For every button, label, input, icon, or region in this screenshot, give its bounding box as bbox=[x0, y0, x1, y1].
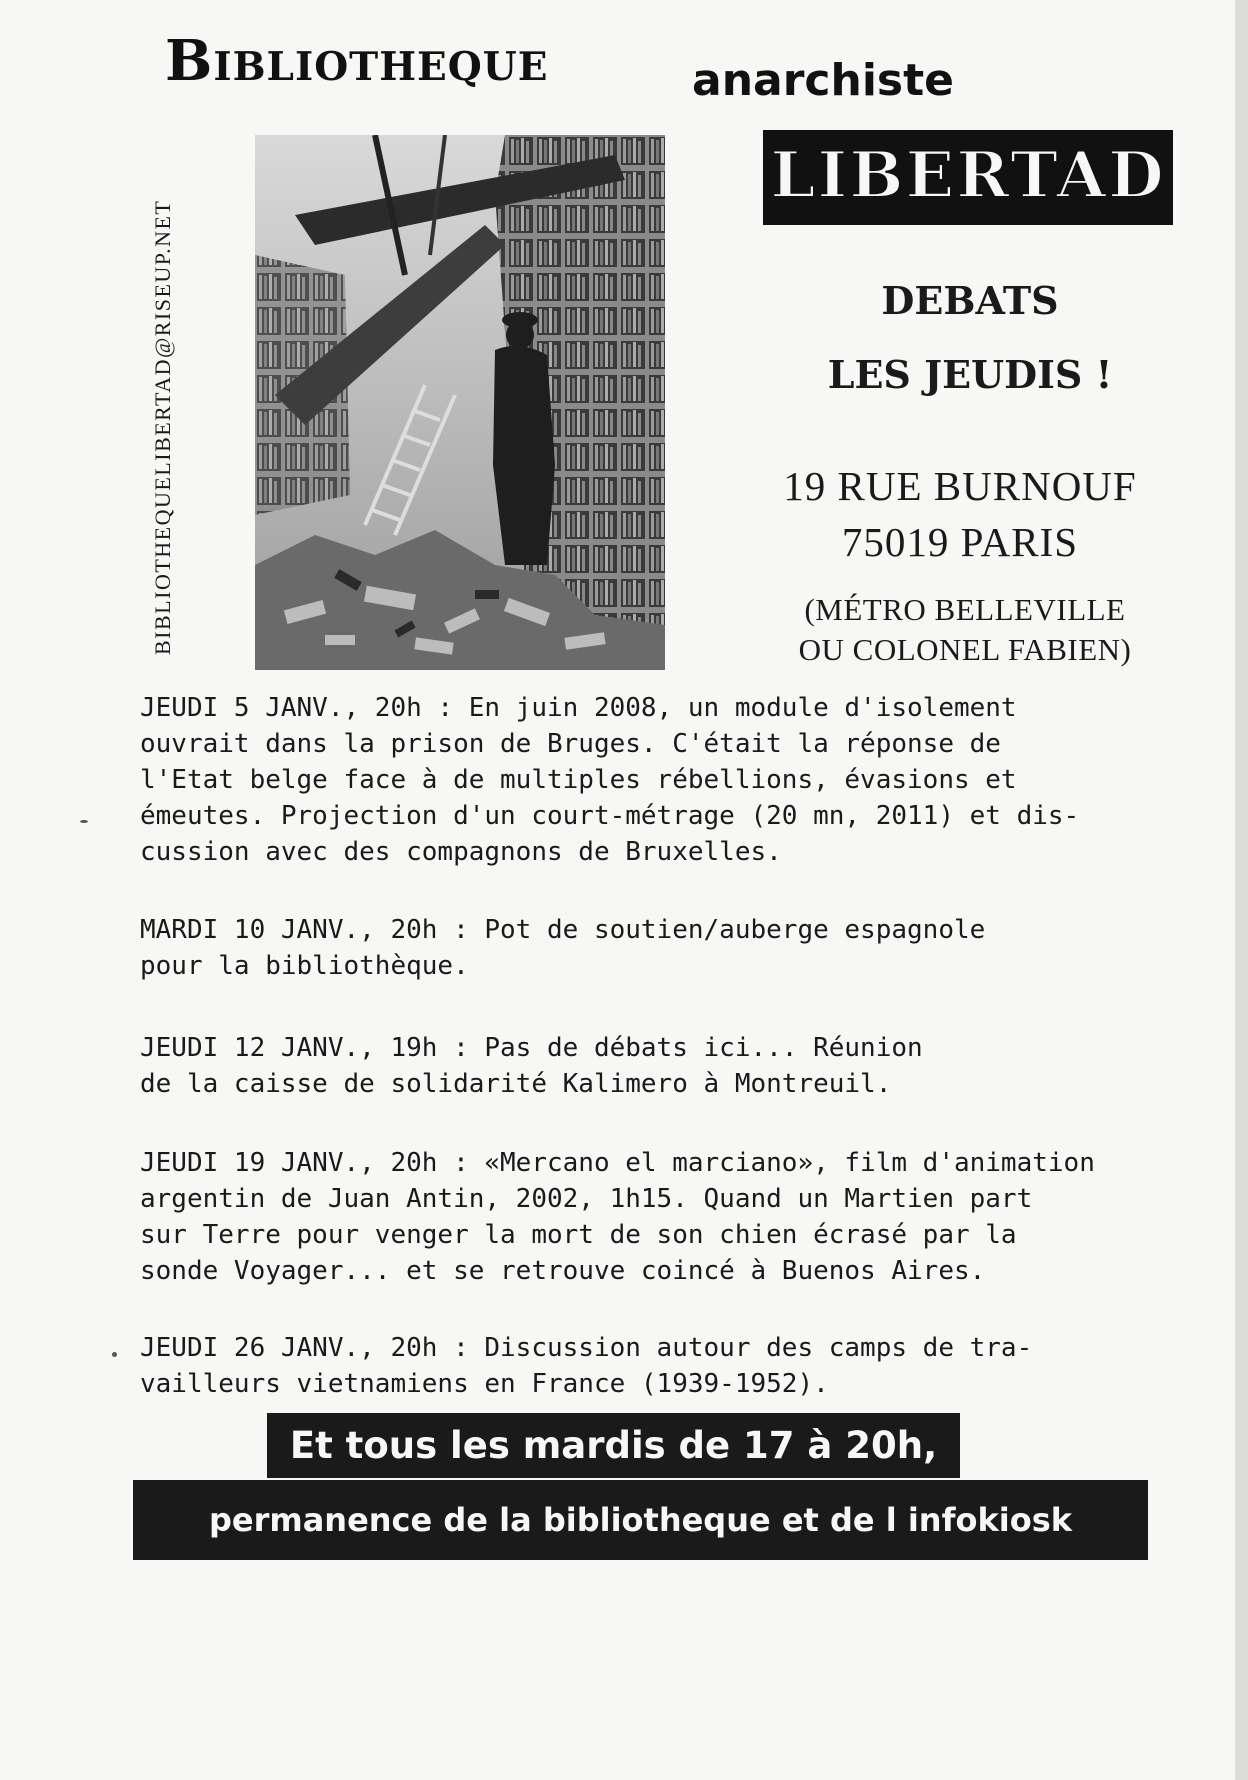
scan-speck bbox=[112, 1352, 117, 1357]
event-line: JEUDI 26 JANV., 20h : Discussion autour des camps de tra- bbox=[140, 1333, 1033, 1363]
event-line: JEUDI 5 JANV., 20h : En juin 2008, un module d'isolement bbox=[140, 693, 1017, 723]
footer-banner-mardis: Et tous les mardis de 17 à 20h, bbox=[267, 1413, 960, 1478]
event-line: vailleurs vietnamiens en France (1939-1952). bbox=[140, 1369, 829, 1399]
event-jeudi-5 bbox=[140, 690, 1079, 870]
event-jeudi-19 bbox=[140, 1145, 1095, 1289]
footer-banner-permanence: permanence de la bibliotheque et de l infokiosk bbox=[133, 1480, 1148, 1560]
event-line: de la caisse de solidarité Kalimero à Montreuil. bbox=[140, 1069, 892, 1099]
libertad-logo-text: LIBERTAD bbox=[770, 138, 1166, 213]
debats-heading: DEBATS bbox=[881, 278, 1059, 323]
metro-line-1: (MÉTRO BELLEVILLE bbox=[804, 592, 1126, 627]
address-street: 19 RUE BURNOUF bbox=[783, 463, 1137, 509]
title-anarchiste: anarchiste bbox=[692, 55, 954, 106]
event-line: JEUDI 19 JANV., 20h : «Mercano el marciano», film d'animation bbox=[140, 1148, 1095, 1178]
title-bibliotheque: Bibliotheque bbox=[165, 28, 549, 94]
event-line: ouvrait dans la prison de Bruges. C'était la réponse de bbox=[140, 729, 1001, 759]
jeudis-heading: LES JEUDIS ! bbox=[827, 352, 1113, 397]
library-ruins-illustration bbox=[255, 135, 665, 670]
event-jeudi-12 bbox=[140, 1030, 923, 1102]
event-line: émeutes. Projection d'un court-métrage (20 mn, 2011) et dis- bbox=[140, 801, 1080, 831]
event-line: sur Terre pour venger la mort de son chien écrasé par la bbox=[140, 1220, 1017, 1250]
scan-edge bbox=[1235, 0, 1248, 1780]
contact-email: BIBLIOTHEQUELIBERTAD@RISEUP.NET bbox=[150, 199, 175, 655]
address-city: 75019 PARIS bbox=[841, 519, 1079, 565]
library-ruins-photo bbox=[255, 135, 665, 670]
event-jeudi-26 bbox=[140, 1330, 1032, 1402]
event-line: sonde Voyager... et se retrouve coincé à Buenos Aires. bbox=[140, 1256, 986, 1286]
event-mardi-10 bbox=[140, 912, 985, 984]
scan-speck bbox=[80, 820, 88, 823]
event-line: l'Etat belge face à de multiples rébellions, évasions et bbox=[140, 765, 1017, 795]
event-line: cussion avec des compagnons de Bruxelles. bbox=[140, 837, 782, 867]
libertad-logo-box bbox=[763, 130, 1173, 225]
metro-line-2: OU COLONEL FABIEN) bbox=[798, 632, 1132, 667]
event-line: pour la bibliothèque. bbox=[140, 951, 469, 981]
event-line: JEUDI 12 JANV., 19h : Pas de débats ici... Réunion bbox=[140, 1033, 923, 1063]
event-line: argentin de Juan Antin, 2002, 1h15. Quand un Martien part bbox=[140, 1184, 1033, 1214]
event-line: MARDI 10 JANV., 20h : Pot de soutien/auberge espagnole bbox=[140, 915, 986, 945]
